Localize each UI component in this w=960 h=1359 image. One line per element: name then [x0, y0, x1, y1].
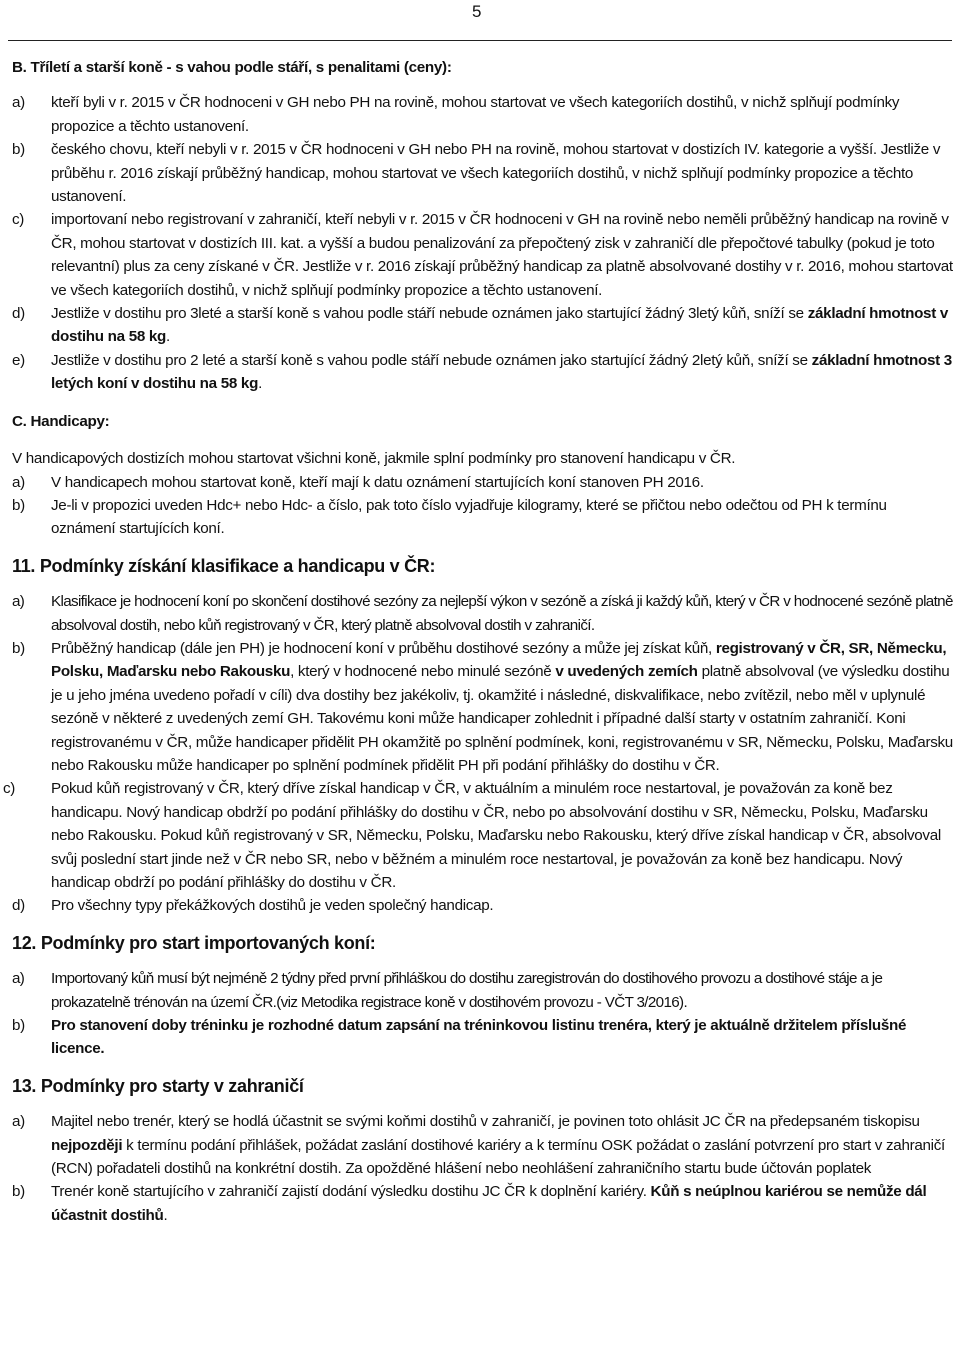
- item-text: [51, 1110, 954, 1180]
- section-12-heading: 12. Podmínky pro start importovaných koní:: [12, 932, 376, 953]
- item-text: Klasifikace je hodnocení koní po skončení dostihové sezóny za nejlepší výkon v sezóně a získá ji každý kůň, který v ČR v hodnocené sezóně platně absolvoval dostih, nebo kůň registrovaný v ČR, který platně absolvoval dostih v zahraničí.: [51, 593, 953, 634]
- item-text-normal: Průběžný handicap (dále jen PH) je hodnocení koní v průběhu dostihové sezóny a může jej získat kůň,: [51, 639, 716, 657]
- item-text-bold: Kůň s neúplnou kariérou se nemůže dál účastnit dostihů: [51, 1183, 927, 1224]
- item-text: Je-li v propozici uveden Hdc+ nebo Hdc- a číslo, pak toto číslo vyjadřuje kilogramy, které se přičtou nebo odečtou od PH k termínu oznámení startujících koní.: [51, 496, 887, 538]
- item-label: a): [12, 1113, 25, 1131]
- item-text: [51, 1180, 954, 1227]
- item-text: Pokud kůň registrovaný v ČR, který dříve získal handicap v ČR, v aktuálním a minulém roce nestartoval, je považován za koně bez handicapu. Nový handicap obdrží po podání přihlášky do dostihu v ČR, nebo po absolvování dostihu v SR, Německu, Polsku, Maďarsku nebo Rakousku. Pokud kůň registrovaný v SR, Německu, Polsku, Maďarsku nebo Rakousku, který dříve získal handicap v ČR, absolvoval svůj poslední start jinde než v ČR nebo SR, nebo v běžném a minulém roce nestartoval, je považován za koně bez handicapu. Nový handicap obdrží po podání přihlášky do dostihu v ČR.: [51, 780, 941, 891]
- section-c-item-a: [12, 471, 954, 494]
- item-text-tail: .: [163, 1206, 168, 1224]
- item-text-bold: v uvedených zemích: [555, 663, 698, 681]
- section-b-item-e: [12, 349, 954, 396]
- item-text-bold: Pro stanovení doby tréninku je rozhodné datum zapsání na tréninkovou listinu trenéra, který je aktuálně držitelem příslušné licence.: [51, 1017, 907, 1058]
- section-b-item-c: [12, 208, 954, 302]
- item-text: Pro všechny typy překážkových dostihů je veden společný handicap.: [51, 897, 494, 915]
- item-label: d): [12, 897, 25, 915]
- header-rule: [8, 40, 952, 41]
- section-b-item-b: [12, 138, 954, 208]
- item-label: e): [12, 351, 25, 369]
- item-text-normal: Trenér koně startujícího v zahraničí zajistí dodání výsledku dostihu JC ČR k doplnění kariéry.: [51, 1183, 651, 1201]
- item-label: b): [12, 1017, 25, 1035]
- item-text-normal: Jestliže v dostihu pro 2 leté a starší koně s vahou podle stáří nebude oznámen jako startující žádný 2letý kůň, sníží se: [51, 351, 812, 369]
- item-text-normal: Majitel nebo trenér, který se hodlá účastnit se svými koňmi dostihů v zahraničí, je povinen toto ohlásit JC ČR na předepsaném tiskopisu: [51, 1113, 920, 1131]
- item-label: b): [12, 496, 25, 514]
- item-text-bold: základní hmotnost v dostihu na 58 kg: [51, 305, 949, 346]
- item-label: b): [12, 639, 25, 657]
- item-text: [51, 349, 954, 396]
- page-number: 5: [472, 2, 482, 21]
- item-text-normal: Jestliže v dostihu pro 3leté a starší koně s vahou podle stáří nebude oznámen jako startující žádný 3letý kůň, sníží se: [51, 305, 808, 323]
- section-c-item-b: [12, 494, 954, 541]
- section-11-item-c: [3, 777, 954, 894]
- item-text: kteří byli v r. 2015 v ČR hodnoceni v GH nebo PH na rovině, mohou startovat ve všech kategoriích dostihů, v nichž splňují podmínky propozice a těchto ustanovení.: [51, 94, 900, 135]
- section-13-item-b: [12, 1180, 954, 1227]
- item-label: a): [12, 970, 25, 988]
- item-label: a): [12, 94, 25, 112]
- item-label: c): [3, 780, 16, 798]
- section-c-heading: C. Handicapy:: [12, 412, 110, 430]
- item-text: [51, 637, 954, 777]
- item-text-normal: platně absolvoval (ve výsledku dostihu je u jeho jména uvedeno pořadí v cíli) dva dostihy bez jakékoliv, tj. okamžité i následné, diskvalifikace, nebo zvítězil, nebo měl v uplynulé sezóně v některé z uvedených zemí GH. Takovému koni může handicaper zohlednit i případné další starty v ostatním zahraničí. Koni registrovanému v ČR, může handicaper přidělit PH okamžitě po splnění podmínek, koni, registrovanému v SR, Německu, Polsku, Maďarsku nebo Rakousku může handicaper po splnění podmínek přidělit PH při podání přihlášky do dostihu v ČR.: [51, 663, 953, 774]
- item-text-tail: .: [166, 328, 170, 346]
- item-text: [51, 302, 954, 349]
- item-text: Importovaný kůň musí být nejméně 2 týdny před první přihláškou do dostihu zaregistrován do dostihového provozu a dostihové stáje a je prokazatelně trénován na území ČR.(viz Metodika registrace koně v dostihovém provozu - VČT 3/2016).: [51, 970, 883, 1011]
- item-text-bold: nejpozději: [51, 1136, 123, 1154]
- item-text: importovaní nebo registrovaní v zahraničí, kteří nebyli v r. 2015 v ČR hodnoceni v GH na rovině nebo neměli průběžný handicap na rovině v ČR, mohou startovat v dostizích III. kat. a vyšší a budou penalizování za přepočtený zisk v zahraničí dle přepočtové tabulky (pokud je toto relevantní) plus za ceny získané v ČR. Jestliže v r. 2016 získají průběžný handicap za platně absolvované dostihy v r. 2016, mohou startovat ve všech kategoriích dostihů, v nichž splňují podmínky propozice a těchto ustanovení.: [51, 211, 953, 299]
- item-label: a): [12, 473, 25, 491]
- item-label: b): [12, 141, 25, 159]
- section-b-item-d: [12, 302, 954, 349]
- section-b-heading: B. Tříletí a starší koně - s vahou podle stáří, s penalitami (ceny):: [12, 59, 452, 76]
- section-11-item-b: [12, 637, 954, 777]
- section-12-item-b: [12, 1014, 954, 1061]
- section-c-intro: V handicapových dostizích mohou startovat všichni koně, jakmile splní podmínky pro stanovení handicapu v ČR.: [12, 450, 736, 468]
- section-13-item-a: [12, 1110, 954, 1180]
- item-label: d): [12, 305, 25, 323]
- section-b-item-a: [12, 91, 954, 138]
- item-label: c): [12, 211, 25, 229]
- item-text-normal: , který v hodnocené nebo minulé sezóně: [290, 663, 556, 681]
- item-text-bold: registrovaný v ČR, SR, Německu, Polsku, Maďarsku nebo Rakousku: [51, 639, 947, 681]
- item-text: českého chovu, kteří nebyli v r. 2015 v ČR hodnoceni v GH nebo PH na rovině, mohou startovat v dostizích IV. kategorie a vyšší. Jestliže v průběhu r. 2016 získají průběžný handicap, mohou startovat ve všech kategoriích dostihů, v nichž splňují podmínky propozice a těchto ustanovení.: [51, 141, 941, 206]
- document-body: [3, 56, 954, 1227]
- section-13-heading: 13. Podmínky pro starty v zahraničí: [12, 1075, 304, 1096]
- section-11-item-d: [12, 894, 954, 917]
- section-11-heading: 11. Podmínky získání klasifikace a handicapu v ČR:: [12, 555, 436, 576]
- item-text-bold: základní hmotnost 3 letých koní v dostihu na 58 kg: [51, 351, 952, 393]
- section-12-item-a: [12, 967, 954, 1014]
- section-11-item-a: [12, 590, 954, 637]
- item-label: a): [12, 593, 25, 611]
- item-text: V handicapech mohou startovat koně, kteří mají k datu oznámení startujících koní stanoven PH 2016.: [51, 473, 704, 491]
- item-text-tail: .: [258, 375, 262, 393]
- item-text-normal: k termínu podání přihlášek, požádat zaslání dostihové kariéry a k termínu OSK požádat o zaslání potvrzení pro start v zahraničí (RCN) pořadateli dostihů na konkrétní dostih. Za opožděné hlášení nebo neohlášení zahraničního startu bude účtován poplatek: [51, 1136, 945, 1178]
- item-label: b): [12, 1183, 25, 1201]
